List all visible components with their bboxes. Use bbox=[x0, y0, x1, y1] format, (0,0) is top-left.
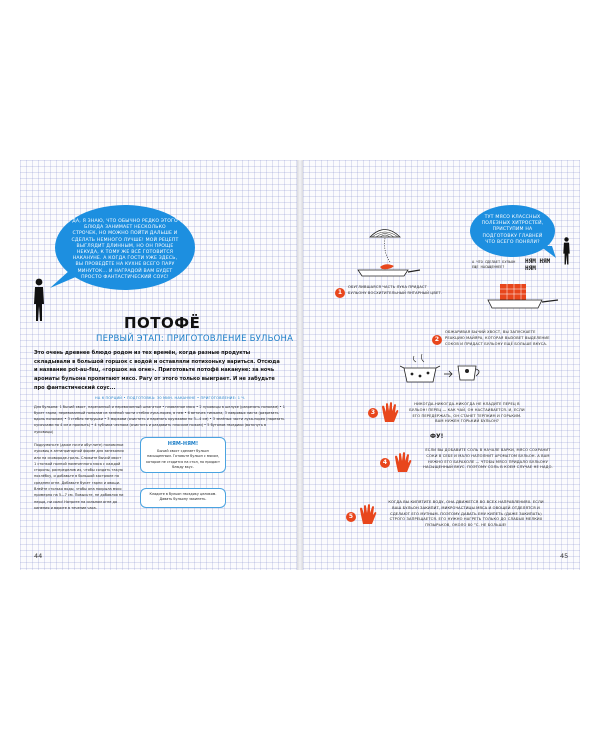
recipe-subtitle: ПЕРВЫЙ ЭТАП: ПРИГОТОВЛЕНИЕ БУЛЬОНА bbox=[96, 334, 294, 344]
person-silhouette-right-icon bbox=[562, 236, 571, 266]
red-hand-icon-4 bbox=[393, 451, 413, 473]
left-bubble-tail bbox=[50, 270, 80, 290]
page-number-left: 44 bbox=[34, 552, 43, 560]
tip-callout-heading: НЯМ-НЯМ! bbox=[167, 441, 199, 447]
callout-text-4: ЕСЛИ ВЫ ДОБАВИТЕ СОЛЬ В НАЧАЛЕ ВАРКИ, МЯСО СОХРАНИТ СОКИ В СЕБЕ И МАЛО НАПОЛНИТ АРОМАТОМ БУЛЬОН. А ВАМ НУЖНО ЕГО БАРАХОЛЕ — ЧТОБЫ МЯСО ПРИДАЛО БУЛЬОНУ НАСЫЩЕННЫЙ ВКУС. ПОЭТОМУ СОЛЬ В КОЕМ СЛУЧАЕ НЕ НАДО. bbox=[423, 448, 553, 470]
callout-text-5: КОГДА ВЫ КИПЯТИТЕ ВОДУ, ОНА ДВИЖЕТСЯ ВО ВСЕХ НАПРАВЛЕНИЯХ. ЕСЛИ ВАШ БУЛЬОН ЗАКИПИТ, МИКРОЧАСТИЦЫ МЯСА И ОВОЩЕЙ ОТДЕЛЯТСЯ И СДЕЛАЮТ ЕГО МУТНЫМ. ПОЭТОМУ ДАВАТЬ ЕМУ КИПЕТЬ (ДАЖЕ ЗАКИПАТЬ) СТРОГО ЗАПРЕЩАЕТСЯ. ЕГО НУЖНО НАГРЕТЬ ТОЛЬКО ДО СЛАБЫХ МЕЛКИХ ПУЗЫРЬКОВ, ОКОЛО 80 °С. НЕ БОЛЬШЕ! bbox=[388, 500, 544, 527]
pot-and-cup-illustration bbox=[400, 352, 490, 390]
fu-exclamation: ФУ! bbox=[430, 433, 444, 440]
callout-number-4: 4 bbox=[380, 458, 390, 468]
yum-text: НЯМ НЯМ НЯМ bbox=[525, 258, 551, 273]
recipe-intro: Это очень древнее блюдо родом из тех времён, когда разные продукты складывали в большой горшок с водой и оставляли потихоньку вариться. Отсюда и название pot-au-feu, «горшок на огне». Приготовьте потофё накануне: за ночь ароматы бульона пропитают мясо. Рагу от этого только выиграет. И не забудьте про фантастический соус... bbox=[34, 350, 280, 391]
recipe-meta: НА 6 ПОРЦИЙ • ПОДГОТОВКА: 30 МИН. НАКАНУНЕ • ПРИГОТОВЛЕНИЕ: 1 Ч. bbox=[95, 396, 246, 400]
tip-callout-secondary-text: Кладите в бульон гвоздику целиком. Давать бульону закипеть. bbox=[149, 492, 217, 502]
cooking-steps: Подрумяньте (даже почти обуглите) половинки луковиц в антипригарной форме для запекания или на сковороде-гриль. Сложите бычий хвост 1 стопкой полной помеченного мяса с каждой стороны, распределив их, чтобы создать такую похлёбку, и добавьте в большой кастрюле на среднем огне. Добавьте букет гарни и овощи. Влейте столько воды, чтобы она покрыла мясо примерно на 5—7 см. Повысьте, не добавляя ни перца, ни соли! Натрите на сильном огне до кипения и варите в течение часа. bbox=[34, 443, 124, 510]
red-hand-icon-5 bbox=[358, 503, 378, 525]
person-silhouette-icon bbox=[32, 278, 46, 322]
callout-number-2: 2 bbox=[432, 335, 442, 345]
right-bubble-text: ТУТ МЯСО КЛАССНЫХ ПОЛЕЗНЫХ ХИТРОСТЕЙ, ПРИСТУПИМ НА ПОДГОТОВКУ ГЛАВНЕЙ ЧТО ВСЕГО ПОНЯЛИ? bbox=[481, 215, 544, 245]
question-mono-text: А ЧТО СДЕЛАЕТ БУЛЬОН ЕЩЕ НАСЫЩЕННЕЕ? bbox=[472, 260, 516, 270]
callout-number-5: 5 bbox=[346, 512, 356, 522]
tip-callout-secondary bbox=[140, 488, 226, 508]
ingredient-list: Для бульона: 1 бычий хвост, нарезанный и перевязанный шпагатом • плавленое мясо • 2 луковицы в шелухе (разрезать пополам) • 1 букет гарни, перевязанный пополам из зелёной части стебля лука-порея, в нем • 6 веточек тимьяна, 3 лавровых листа (разрезать вдоль пополам) • 3 стебля петрушки • 3 моркови (очистить и нарезать кружками по 3—4 см) • 3 зелёных части лука-порея (нарезать кусочками по 4 см и промыть) • 4 зубчика чеснока (очистить и раздавить плоским ножом) • 5 бутонов гвоздики (воткнуть в луковицы) bbox=[34, 405, 285, 434]
callout-text-3: НИКОГДА-НИКОГДА-НИКОГДА НЕ КЛАДИТЕ ПЕРЕЦ В БУЛЬОН! ПЕРЕЦ — КАК ЧАЙ, ОН НАСТАИВАЕТСЯ. И, ЕСЛИ ЕГО ПЕРЕДЕРЖАТЬ, ОН СТАНЕТ ТЕРПКИМ И ГОРЬКИМ. ВАМ НУЖЕН ГОРЬКИЙ БУЛЬОН? bbox=[409, 402, 525, 424]
recipe-title: ПОТОФЁ bbox=[124, 314, 201, 332]
onion-pan-illustration bbox=[350, 222, 420, 282]
callout-text-1: ОБУГЛИВШАЯСЯ ЧАСТЬ ЛУКА ПРИДАСТ БУЛЬОНУ ВОСХИТИТЕЛЬНЫЙ ЯНТАРНЫЙ ЦВЕТ. bbox=[348, 285, 442, 295]
meat-pan-illustration bbox=[480, 278, 560, 318]
page-number-right: 45 bbox=[560, 552, 569, 560]
callout-number-1: 1 bbox=[335, 288, 345, 298]
tip-callout bbox=[140, 437, 226, 473]
callout-text-2: ОБЖАРИВАЯ БЫЧИЙ ХВОСТ, ВЫ ЗАПУСКАЕТЕ РЕАКЦИЮ МАЙЯРА, КОТОРАЯ ВЫЗОВЕТ ВЫДЕЛЕНИЕ СОКОВ И ПРИДАСТ БУЛЬОНУ ЕЩЁ БОЛЬШЕ ВКУСА. bbox=[445, 330, 550, 346]
left-bubble-text: ДА, Я ЗНАЮ, ЧТО ОБЫЧНО РЕДКО ЭТОГО БЛЮДА ЗАНИМАЕТ НЕСКОЛЬКО СТРОЧЕК, НО МОЖНО ПОЙТИ ДАЛЬШЕ И СДЕЛАТЬ НЕМНОГО ЛУЧШЕ! МОЙ РЕЦЕПТ ВЫГЛЯДИТ ДЛИННЫМ, НО ОН ПРОЩЕ НЕКУДА, К ТОМУ ЖЕ ВСЁ ГОТОВИТСЯ НАКАНУНЕ. А КОГДА ГОСТИ УЖЕ ЗДЕСЬ, ВЫ ПРОВЕДЁТЕ НА КУХНЕ ВСЕГО ПАРУ МИНУТОК... И НАГРАДОЙ ВАМ БУДЕТ ПРОСТО ФАНТАСТИЧЕСКИЙ СОУС! bbox=[71, 219, 179, 280]
red-hand-icon-3 bbox=[380, 401, 400, 423]
callout-number-3: 3 bbox=[368, 408, 378, 418]
tip-callout-text: Бычий хвост сделает бульон насыщенным. Готовьте бульон с мясом, которое не сгодится на стол, но придаст блюду вкус. bbox=[146, 449, 220, 470]
